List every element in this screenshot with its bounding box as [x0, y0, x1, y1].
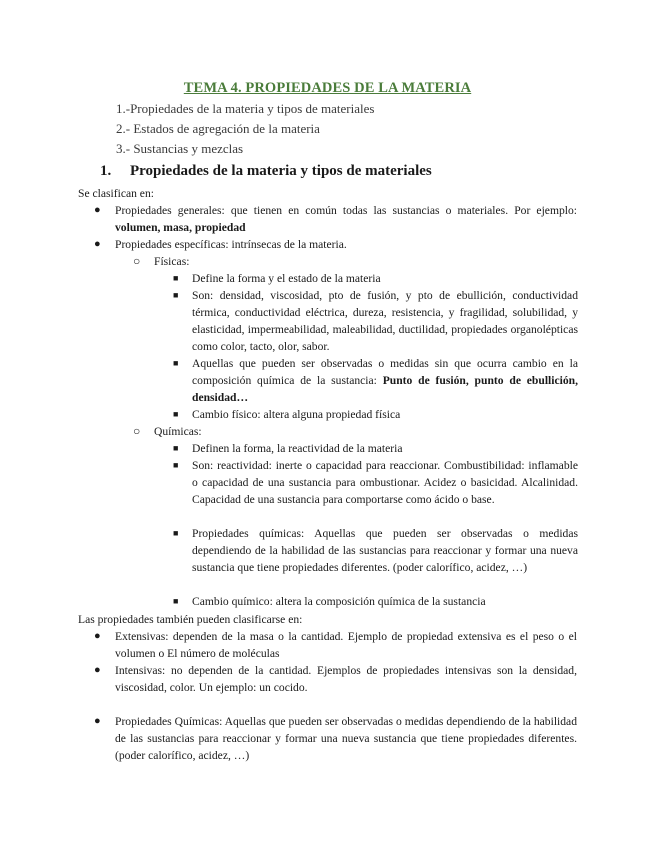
toc-item-3: 3.- Sustancias y mezclas — [116, 141, 244, 156]
fisicas-change: Cambio físico: altera alguna propiedad física — [192, 408, 401, 421]
quimicas-item: Definen la forma, la reactividad de la materia — [192, 442, 403, 455]
bullet-propiedades-quimicas: Propiedades Químicas: Aquellas que pueden ser observadas o medidas dependiendo de la habilidad de las sustancias para reaccionar y formar una nueva sustancia que tiene propiedades diferentes. (poder calorífico, acidez, …) — [115, 715, 577, 762]
section-number: 1. — [100, 163, 112, 179]
fisicas-observed-bold: Punto de fusión, punto de ebullición, densidad… — [192, 374, 578, 404]
bullet-intensivas: Intensivas: no dependen de la cantidad. Ejemplos de propiedades intensivas son la densidad, viscosidad, color. Un ejemplo: un cocido. — [115, 664, 577, 694]
quimicas-item: Son: reactividad: inerte o capacidad para reaccionar. Combustibilidad: inflamable o capacidad de una sustancia para ombustionar. Acidez o basicidad. Alcalinidad. Capacidad de una sustancia para comportarse como ácido o base. — [192, 459, 578, 506]
section-heading — [100, 163, 432, 180]
bullet-general — [115, 202, 577, 236]
fisicas-item: Son: densidad, viscosidad, pto de fusión, y pto de ebullición, conductividad térmica, conductividad eléctrica, dureza, resistencia, y fragilidad, solubilidad, y elasticidad, impermeabilidad, maleabilidad, ductilidad, propiedades organolépticas como color, tacto, olor, sabor. — [192, 289, 578, 353]
bullet-disc-icon: ● — [94, 630, 101, 642]
bullet-square-icon: ■ — [173, 596, 179, 606]
fisicas-observed — [192, 355, 578, 406]
bullet-circle-icon: ○ — [133, 424, 141, 438]
fisicas-item: Define la forma y el estado de la materia — [192, 272, 381, 285]
bullet-square-icon: ■ — [173, 443, 179, 453]
bullet-disc-icon: ● — [94, 238, 101, 250]
bullet-square-icon: ■ — [173, 409, 179, 419]
bullet-extensivas: Extensivas: dependen de la masa o la cantidad. Ejemplo de propiedad extensiva es el peso o el volumen o El número de moléculas — [115, 630, 577, 660]
also-paragraph: Las propiedades también pueden clasificarse en: — [78, 613, 303, 626]
bullet-square-icon: ■ — [173, 460, 179, 470]
intro-paragraph: Se clasifican en: — [78, 187, 154, 200]
fisicas-observed-text: Aquellas que pueden ser observadas o medidas sin que ocurra cambio en la composición química de la sustancia: — [192, 357, 578, 387]
bullet-disc-icon: ● — [94, 715, 101, 727]
quimicas-item: Cambio químico: altera la composición química de la sustancia — [192, 595, 486, 608]
quimicas-item: Propiedades químicas: Aquellas que pueden ser observadas o medidas dependiendo de la habilidad de las sustancias para reaccionar y formar una nueva sustancia que tiene propiedades diferentes. (poder calorífico, acidez, …) — [192, 527, 578, 574]
bullet-specific: Propiedades específicas: intrínsecas de la materia. — [115, 238, 347, 251]
toc-item-2: 2.- Estados de agregación de la materia — [116, 121, 320, 136]
bullet-disc-icon: ● — [94, 664, 101, 676]
bullet-square-icon: ■ — [173, 528, 179, 538]
label-fisicas: Físicas: — [154, 255, 190, 268]
bullet-square-icon: ■ — [173, 290, 179, 300]
bullet-general-text: Propiedades generales: que tienen en común todas las sustancias o materiales. Por ejemplo: — [115, 204, 577, 217]
section-title: Propiedades de la materia y tipos de materiales — [130, 163, 432, 179]
label-quimicas: Químicas: — [154, 425, 202, 438]
bullet-square-icon: ■ — [173, 273, 179, 283]
toc-item-1: 1.-Propiedades de la materia y tipos de materiales — [116, 101, 375, 116]
bullet-disc-icon: ● — [94, 204, 101, 216]
document-title: TEMA 4. PROPIEDADES DE LA MATERIA — [183, 80, 472, 96]
bullet-square-icon: ■ — [173, 358, 179, 368]
bullet-general-bold: volumen, masa, propiedad — [115, 221, 246, 234]
bullet-circle-icon: ○ — [133, 254, 141, 268]
